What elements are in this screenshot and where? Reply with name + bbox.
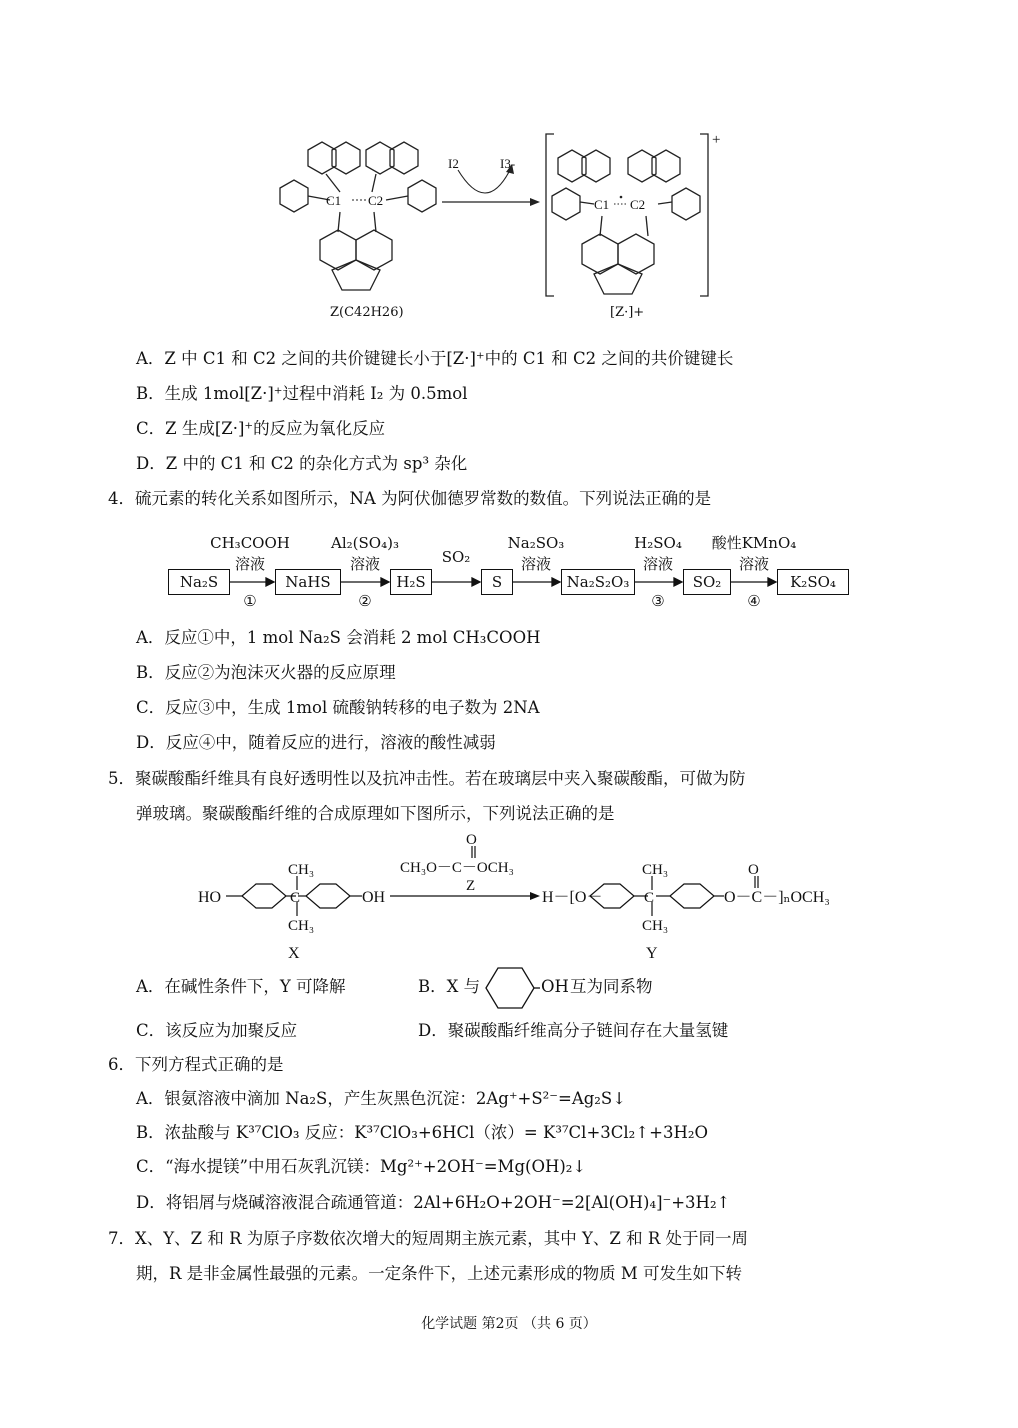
page-footer: 化学试题 第2页 （共 6 页）	[421, 1316, 597, 1332]
q3-option-d: D．Z 中的 C1 和 C2 的杂化方式为 sp³ 杂化	[136, 454, 468, 473]
reagent-i2: I2	[448, 156, 459, 171]
label-x: X	[288, 945, 300, 962]
arrow1-reagent: CH₃COOH	[210, 534, 290, 552]
z-core-left	[320, 230, 356, 270]
product-caption: [Z·]+	[610, 305, 645, 320]
zp-core-left	[582, 234, 618, 274]
q6-option-a: A．银氨溶液中滴加 Na₂S，产生灰黑色沉淀：2Ag⁺+S²⁻=Ag₂S↓	[136, 1089, 627, 1108]
svg-text:CH₃: CH₃	[288, 862, 315, 878]
z-ring-5	[280, 180, 308, 212]
svg-text:C: C	[290, 890, 301, 906]
zp-ring-6	[672, 188, 700, 220]
q5-option-b-prefix: B．X 与	[418, 977, 481, 996]
box-h2s: H₂S	[390, 569, 432, 595]
arrow3-reagent: SO₂	[441, 548, 471, 566]
z-core-five	[332, 260, 380, 290]
z-ring-6	[408, 180, 436, 212]
arrow2-solution: 溶液	[349, 555, 380, 573]
q4-option-c: C．反应③中，生成 1mol 硫酸钠转移的电子数为 2NA	[136, 698, 540, 717]
q7-line2: 期，R 是非金属性最强的元素。一定条件下，上述元素形成的物质 M 可发生如下转	[136, 1264, 743, 1283]
q5-option-d: D．聚碳酸酯纤维高分子链间存在大量氢键	[418, 1021, 729, 1040]
arrow2-number: ②	[358, 592, 372, 610]
svg-text:O－C－]ₙOCH₃: O－C－]ₙOCH₃	[724, 889, 830, 906]
reactant-caption: Z(C42H26)	[330, 305, 404, 320]
svg-text:H－[O－: H－[O－	[542, 889, 603, 906]
zp-c2-label: C2	[630, 197, 646, 212]
q4-option-a: A．反应①中，1 mol Na₂S 会消耗 2 mol CH₃COOH	[136, 628, 541, 647]
box-nahs: NaHS	[275, 569, 341, 595]
q3-option-b: B．生成 1mol[Z·]⁺过程中消耗 I₂ 为 0.5mol	[136, 384, 468, 403]
q6-option-b: B．浓盐酸与 K³⁷ClO₃ 反应：K³⁷ClO₃+6HCl（浓）= K³⁷Cl+3Cl₂↑+3H₂O	[136, 1123, 708, 1142]
q3-reaction-scheme	[260, 120, 740, 330]
box-so2: SO₂	[683, 569, 731, 595]
zp-core-right	[618, 234, 654, 274]
arrow5-number: ③	[651, 592, 665, 610]
q5-option-a: A．在碱性条件下，Y 可降解	[136, 977, 346, 996]
arrow6-reagent: 酸性KMnO₄	[711, 534, 797, 552]
arrow6-number: ④	[747, 592, 761, 610]
arrow4-solution: 溶液	[520, 555, 551, 573]
reagent-i3: I3-	[500, 156, 516, 171]
q4-option-b: B．反应②为泡沫灭火器的反应原理	[136, 663, 396, 682]
left-bracket	[546, 134, 554, 296]
svg-text:O: O	[466, 832, 477, 848]
arrow1-solution: 溶液	[234, 555, 265, 573]
box-k2so4: K₂SO₄	[777, 569, 849, 595]
q5-stem-line1: 5．聚碳酸酯纤维具有良好透明性以及抗冲击性。若在玻璃层中夹入聚碳酸酯，可做为防	[108, 769, 746, 788]
q6-stem: 6．下列方程式正确的是	[108, 1055, 284, 1074]
arrow4-reagent: Na₂SO₃	[507, 534, 565, 552]
arrow5-solution: 溶液	[642, 555, 673, 573]
box-na2s: Na₂S	[168, 569, 230, 595]
arrow6-solution: 溶液	[738, 555, 769, 573]
q7-line1: 7．X、Y、Z 和 R 为原子序数依次增大的短周期主族元素，其中 Y、Z 和 R 处于同一周	[108, 1229, 749, 1248]
box-s: S	[481, 569, 513, 595]
polycarbonate-scheme	[190, 830, 840, 970]
svg-text:CH₃: CH₃	[642, 918, 669, 934]
q5-stem-line2: 弹玻璃。聚碳酸酯纤维的合成原理如下图所示，下列说法正确的是	[136, 804, 615, 823]
z-core-right	[356, 230, 392, 270]
zp-core-five	[594, 264, 642, 294]
reagent-z: Z	[466, 878, 476, 894]
q6-option-c: C．“海水提镁”中用石灰乳沉镁：Mg²⁺+2OH⁻=Mg(OH)₂↓	[136, 1157, 587, 1176]
z-c1-label: C1	[326, 193, 342, 208]
zp-ring-5	[552, 188, 580, 220]
svg-text:CH₃: CH₃	[288, 918, 315, 934]
box-na2s2o3: Na₂S₂O₃	[561, 569, 635, 595]
product-charge: +	[712, 132, 721, 148]
zp-c1-label: C1	[594, 197, 610, 212]
svg-text:C: C	[644, 890, 655, 906]
z-c2-label: C2	[368, 193, 384, 208]
phenol-ring	[480, 962, 540, 1014]
svg-text:HO: HO	[198, 889, 222, 906]
q5-option-b-suffix: 互为同系物	[570, 977, 653, 996]
arrow1-number: ①	[243, 592, 257, 610]
q5-option-c: C．该反应为加聚反应	[136, 1021, 298, 1040]
q3-option-a: A．Z 中 C1 和 C2 之间的共价键键长小于[Z·]⁺中的 C1 和 C2 之间的共价键键长	[136, 349, 734, 368]
q5-option-b-oh: OH	[541, 977, 569, 996]
arrow2-reagent: Al₂(SO₄)₃	[331, 534, 399, 552]
q4-stem: 4．硫元素的转化关系如图所示，NA 为阿伏伽德罗常数的数值。下列说法正确的是	[108, 489, 712, 508]
right-bracket	[700, 134, 708, 296]
svg-text:CH₃: CH₃	[642, 862, 669, 878]
arrow5-reagent: H₂SO₄	[634, 534, 682, 552]
svg-text:OH: OH	[362, 889, 386, 906]
reagent-dmc: CH₃O－C－OCH₃	[400, 860, 514, 876]
label-y: Y	[646, 945, 658, 962]
q3-option-c: C．Z 生成[Z·]⁺的反应为氧化反应	[136, 419, 386, 438]
svg-text:O: O	[748, 862, 759, 878]
q4-option-d: D．反应④中，随着反应的进行，溶液的酸性减弱	[136, 733, 496, 752]
q6-option-d: D．将铝屑与烧碱溶液混合疏通管道：2Al+6H₂O+2OH⁻=2[Al(OH)₄]⁻+3H₂↑	[136, 1193, 731, 1212]
